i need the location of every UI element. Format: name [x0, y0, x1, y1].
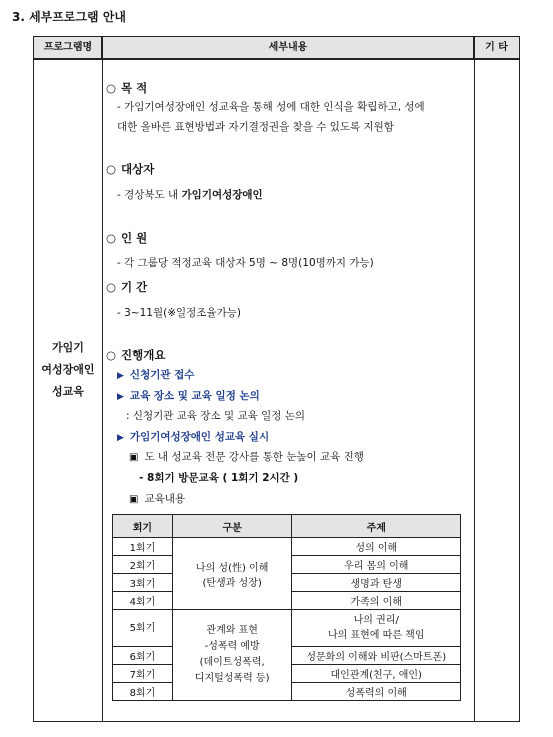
square-bullet-icon: ▣	[129, 494, 139, 505]
headcount-line: - 각 그룹당 적정교육 대상자 5명 ~ 8명(10명까지 가능)	[117, 257, 374, 269]
process-step: ▶ 가임기여성장애인 성교육 실시	[117, 431, 270, 443]
headcount-heading: ○ 인 원	[106, 231, 148, 245]
program-name	[34, 337, 102, 403]
process-step: ▶ 신청기관 접수	[117, 369, 195, 381]
topic-cell: 성문화의 이해와 비판(스마트폰)	[292, 647, 461, 665]
table-row	[113, 538, 461, 556]
column-divider	[474, 37, 475, 721]
program-table	[33, 36, 520, 722]
target-heading: ○ 대상자	[106, 162, 155, 176]
header-other: 기 타	[485, 42, 508, 53]
topic-cell: 우리 몸의 이해	[292, 556, 461, 574]
column-divider	[102, 37, 103, 721]
circle-bullet-icon: ○	[106, 348, 117, 362]
target-value: 가임기여성장애인	[181, 189, 263, 201]
purpose-line: 대한 올바른 표현방법과 자기결정권을 찾을 수 있도록 지원함	[117, 121, 394, 133]
header-details: 세부내용	[268, 42, 308, 53]
target-line: - 경상북도 내 가임기여성장애인	[117, 189, 263, 201]
process-step-detail: ▣ 도 내 성교육 전문 강사를 통한 눈높이 교육 진행	[129, 451, 364, 463]
col-header: 회기	[113, 515, 173, 538]
topic-cell: 가족의 이해	[292, 592, 461, 610]
triangle-bullet-icon: ▶	[117, 392, 124, 402]
session-cell: 2회기	[113, 556, 173, 574]
session-cell: 4회기	[113, 592, 173, 610]
circle-bullet-icon: ○	[106, 231, 117, 245]
period-line: - 3~11월(※일정조율가능)	[117, 307, 241, 319]
circle-bullet-icon: ○	[106, 280, 117, 294]
purpose-heading: ○ 목 적	[106, 81, 148, 95]
topic-cell: 생명과 탄생	[292, 574, 461, 592]
process-step-detail: : 신청기관 교육 장소 및 교육 일정 논의	[126, 410, 306, 422]
schedule-table	[112, 514, 461, 701]
topic-cell: 대인관계(친구, 애인)	[292, 665, 461, 683]
process-heading: ○ 진행개요	[106, 348, 166, 362]
program-name-line: 가임기	[52, 341, 84, 354]
session-cell: 8회기	[113, 683, 173, 701]
process-step-detail: - 8회기 방문교육 ( 1회기 2시간 )	[139, 472, 299, 484]
topic-cell: 나의 권리/ 나의 표현에 따른 책임	[292, 610, 461, 647]
process-step-detail: ▣ 교육내용	[129, 493, 186, 505]
table-header-row	[113, 515, 461, 538]
category-cell: 나의 성(性) 이해 (탄생과 성장)	[172, 538, 292, 610]
topic-cell: 성의 이해	[292, 538, 461, 556]
topic-cell: 성폭력의 이해	[292, 683, 461, 701]
header-program-name: 프로그램명	[43, 42, 93, 53]
session-cell: 1회기	[113, 538, 173, 556]
session-cell: 5회기	[113, 610, 173, 647]
process-step: ▶ 교육 장소 및 교육 일정 논의	[117, 390, 260, 402]
col-header: 주제	[292, 515, 461, 538]
category-cell: 관계와 표현 -성폭력 예방 (데이트성폭력, 디지털성폭력 등)	[172, 610, 292, 701]
program-name-line: 여성장애인	[41, 363, 95, 376]
session-cell: 6회기	[113, 647, 173, 665]
page-title: 3. 세부프로그램 안내	[12, 10, 127, 24]
circle-bullet-icon: ○	[106, 81, 117, 95]
circle-bullet-icon: ○	[106, 162, 117, 176]
session-cell: 7회기	[113, 665, 173, 683]
triangle-bullet-icon: ▶	[117, 433, 124, 443]
col-header: 구분	[172, 515, 292, 538]
purpose-line: - 가임기여성장애인 성교육을 통해 성에 대한 인식을 확립하고, 성에	[117, 101, 425, 113]
session-cell: 3회기	[113, 574, 173, 592]
triangle-bullet-icon: ▶	[117, 371, 124, 381]
square-bullet-icon: ▣	[129, 452, 139, 463]
program-name-line: 성교육	[52, 385, 84, 398]
period-heading: ○ 기 간	[106, 280, 148, 294]
table-row	[113, 610, 461, 647]
